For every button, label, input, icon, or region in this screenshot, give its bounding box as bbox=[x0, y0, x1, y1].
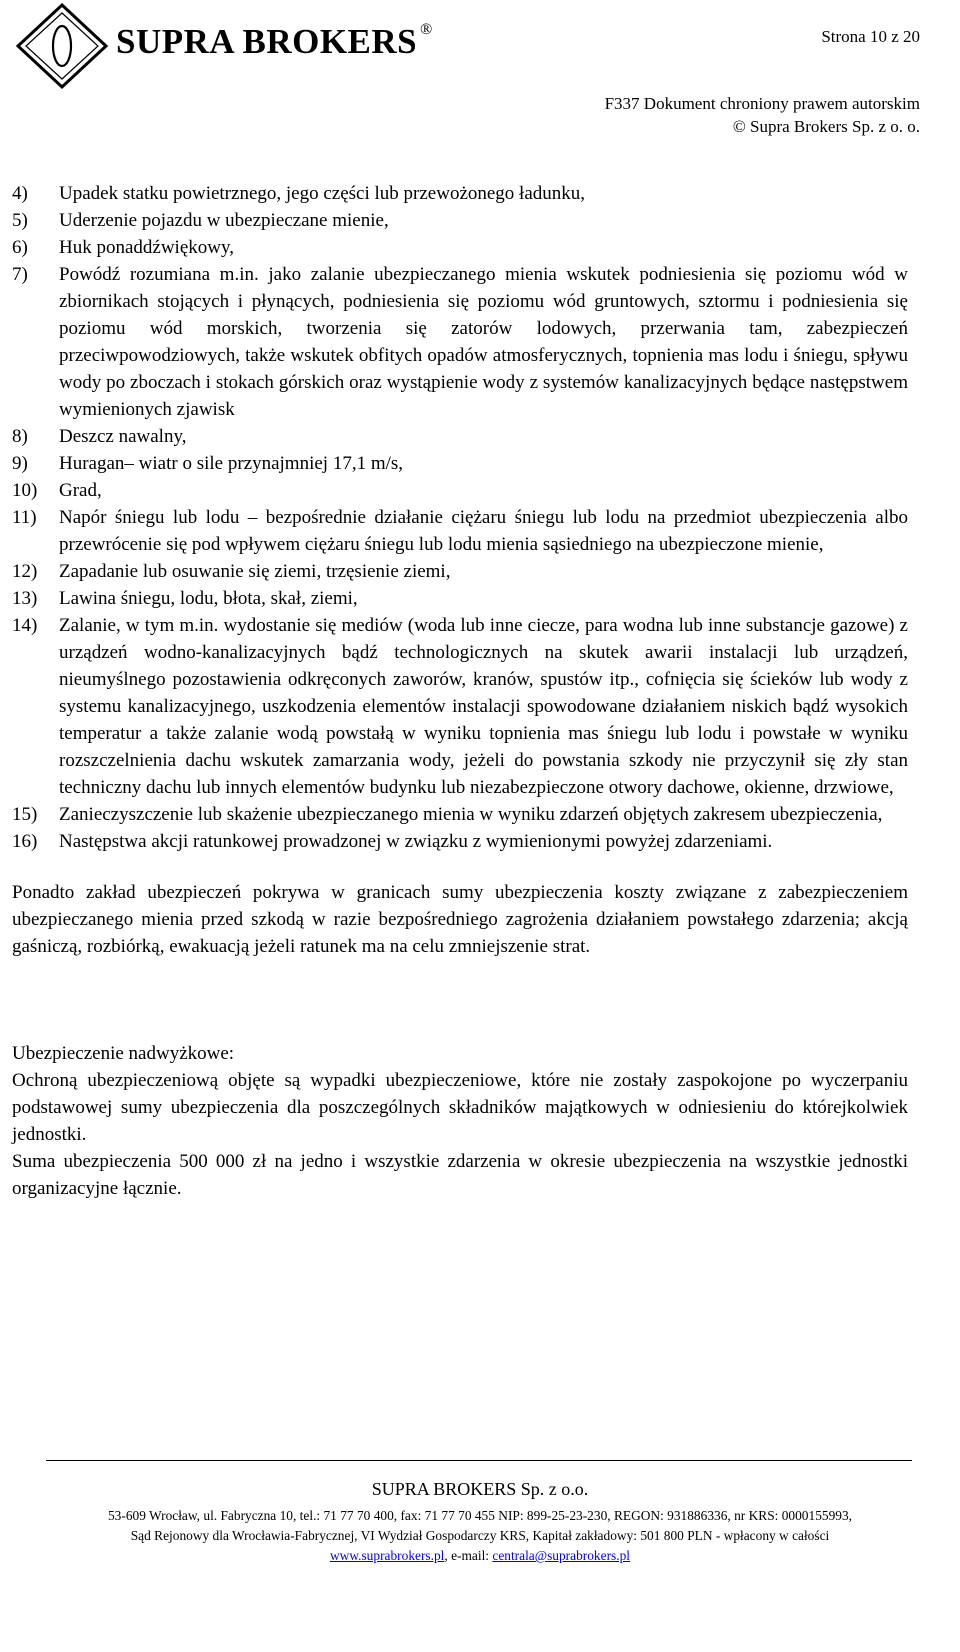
list-item bbox=[12, 450, 908, 477]
list-item bbox=[12, 828, 908, 855]
item-number: 5) bbox=[12, 210, 28, 231]
item-text: Grad, bbox=[59, 480, 102, 501]
registered-mark: ® bbox=[420, 21, 433, 39]
brand-name: SUPRA BROKERS ® bbox=[116, 21, 433, 61]
footer-registry-line: Sąd Rejonowy dla Wrocławia-Fabrycznej, VI Wydział Gospodarczy KRS, Kapitał zakładowy: 501 800 PLN - wpłacony w całości bbox=[130, 1528, 830, 1543]
item-text: Zanieczyszczenie lub skażenie ubezpieczanego mienia w wyniku zdarzeń objętych zakresem ubezpieczenia, bbox=[59, 804, 883, 825]
list-item bbox=[12, 585, 908, 612]
item-text: Następstwa akcji ratunkowej prowadzonej w związku z wymienionymi powyżej zdarzeniami. bbox=[59, 831, 773, 852]
footer-company-name: SUPRA BROKERS Sp. z o.o. bbox=[371, 1479, 589, 1499]
page-header bbox=[0, 0, 960, 140]
item-text: Napór śniegu lub lodu – bezpośrednie działanie ciężaru śniegu lub lodu na przedmiot ubezpieczenia albo przewrócenie się pod wpływem ciężaru śniegu lub lodu mienia sąsiedniego na ubezpieczone mienie, bbox=[59, 507, 908, 555]
list-item bbox=[12, 207, 908, 234]
costs-paragraph: Ponadto zakład ubezpieczeń pokrywa w granicach sumy ubezpieczenia koszty związane z zabezpieczeniem ubezpieczanego mienia przed szkodą w razie bezpośredniego zagrożenia działaniem powstałego zdarzenia; akcją gaśniczą, rozbiórką, ewakuacją jeżeli ratunek ma na celu zmniejszenie strat. bbox=[12, 882, 908, 957]
list-item bbox=[12, 261, 908, 423]
item-number: 7) bbox=[12, 264, 28, 285]
list-item bbox=[12, 180, 908, 207]
excess-insurance-text: Ochroną ubezpieczeniową objęte są wypadki ubezpieczeniowe, które nie zostały zaspokojone po wyczerpaniu podstawowej sumy ubezpieczenia dla poszczególnych składników majątkowych w odniesieniu do którejkolwiek jednostki. bbox=[12, 1070, 908, 1145]
document-body bbox=[12, 180, 908, 1202]
item-text: Upadek statku powietrznego, jego części lub przewożonego ładunku, bbox=[59, 183, 586, 204]
list-item bbox=[12, 477, 908, 504]
item-number: 11) bbox=[12, 507, 37, 528]
footer-divider bbox=[46, 1460, 912, 1461]
item-text: Powódź rozumiana m.in. jako zalanie ubezpieczanego mienia wskutek podniesienia się poziomu wód w zbiornikach stojących i płynących, podniesienia się poziomu wód gruntowych, sztormu i podniesienia się poziomu wód morskich, tworzenia się zatorów lodowych, przerwania tam, zabezpieczeń przeciwpowodziowych, także wskutek obfitych opadów atmosferycznych, topnienia mas lodu i śniegu, spływu wody po zboczach i stokach górskich oraz wystąpienie wody z systemów kanalizacyjnych będące następstwem wymienionych zjawisk bbox=[59, 264, 908, 420]
website-link[interactable]: www.suprabrokers.pl bbox=[329, 1548, 445, 1563]
item-number: 9) bbox=[12, 453, 28, 474]
list-item bbox=[12, 612, 908, 801]
list-item bbox=[12, 423, 908, 450]
sum-insured-text: Suma ubezpieczenia 500 000 zł na jedno i wszystkie zdarzenia w okresie ubezpieczenia na wszystkie jednostki organizacyjne łącznie. bbox=[12, 1151, 908, 1199]
list-item bbox=[12, 234, 908, 261]
item-text: Huk ponaddźwiękowy, bbox=[59, 237, 235, 258]
doc-code-line: F337 Dokument chroniony prawem autorskim bbox=[604, 94, 920, 113]
item-text: Zalanie, w tym m.in. wydostanie się mediów (woda lub inne ciecze, para wodna lub inne substancje gazowe) z urządzeń wodno-kanalizacyjnych bądź technologicznych na skutek awarii instalacji lub urządzeń, nieumyślnego pozostawienia odkręconych zaworów, kranów, spustów itp., cofnięcia się ścieków lub wody z systemu kanalizacyjnego, uszkodzenia elementów instalacji spowodowane działaniem niskich bądź wysokich temperatur a także zalanie wodą powstałą w wyniku topnienia mas śniegu lub lodu i powstałe w wyniku rozszczelnienia dachu wskutek zamarzania wody, jeżeli do powstania szkody nie przyczynił się zły stan techniczny dachu lub innych elementów budynku lub niezabezpieczone otwory dachowe, okienne, drzwiowe, bbox=[59, 615, 908, 798]
supra-brokers-logo-icon bbox=[14, 2, 110, 90]
item-text: Zapadanie lub osuwanie się ziemi, trzęsienie ziemi, bbox=[59, 561, 451, 582]
item-text: Huragan– wiatr o sile przynajmniej 17,1 m/s, bbox=[59, 453, 404, 474]
item-number: 14) bbox=[12, 615, 38, 636]
item-text: Deszcz nawalny, bbox=[59, 426, 187, 447]
item-number: 8) bbox=[12, 426, 28, 447]
page-footer bbox=[0, 1476, 960, 1566]
item-text: Uderzenie pojazdu w ubezpieczane mienie, bbox=[59, 210, 389, 231]
item-number: 6) bbox=[12, 237, 28, 258]
item-number: 10) bbox=[12, 480, 38, 501]
excess-insurance-title: Ubezpieczenie nadwyżkowe: bbox=[12, 1043, 235, 1064]
email-label: , e-mail: bbox=[444, 1548, 493, 1563]
footer-address-line: 53-609 Wrocław, ul. Fabryczna 10, tel.: 71 77 70 400, fax: 71 77 70 455 NIP: 899-25-23-230, REGON: 931886336, nr KRS: 0000155993, bbox=[107, 1508, 853, 1523]
document-code bbox=[605, 92, 920, 138]
perils-list bbox=[12, 180, 908, 855]
item-number: 4) bbox=[12, 183, 28, 204]
item-text: Lawina śniegu, lodu, błota, skał, ziemi, bbox=[59, 588, 358, 609]
item-number: 16) bbox=[12, 831, 38, 852]
page-number: Strona 10 z 20 bbox=[821, 27, 920, 46]
list-item bbox=[12, 504, 908, 558]
item-number: 15) bbox=[12, 804, 38, 825]
item-number: 12) bbox=[12, 561, 38, 582]
item-number: 13) bbox=[12, 588, 38, 609]
footer-contact-line bbox=[0, 1546, 960, 1566]
list-item bbox=[12, 801, 908, 828]
copyright-line: © Supra Brokers Sp. z o. o. bbox=[732, 117, 920, 136]
email-link[interactable]: centrala@suprabrokers.pl bbox=[492, 1548, 631, 1563]
list-item bbox=[12, 558, 908, 585]
